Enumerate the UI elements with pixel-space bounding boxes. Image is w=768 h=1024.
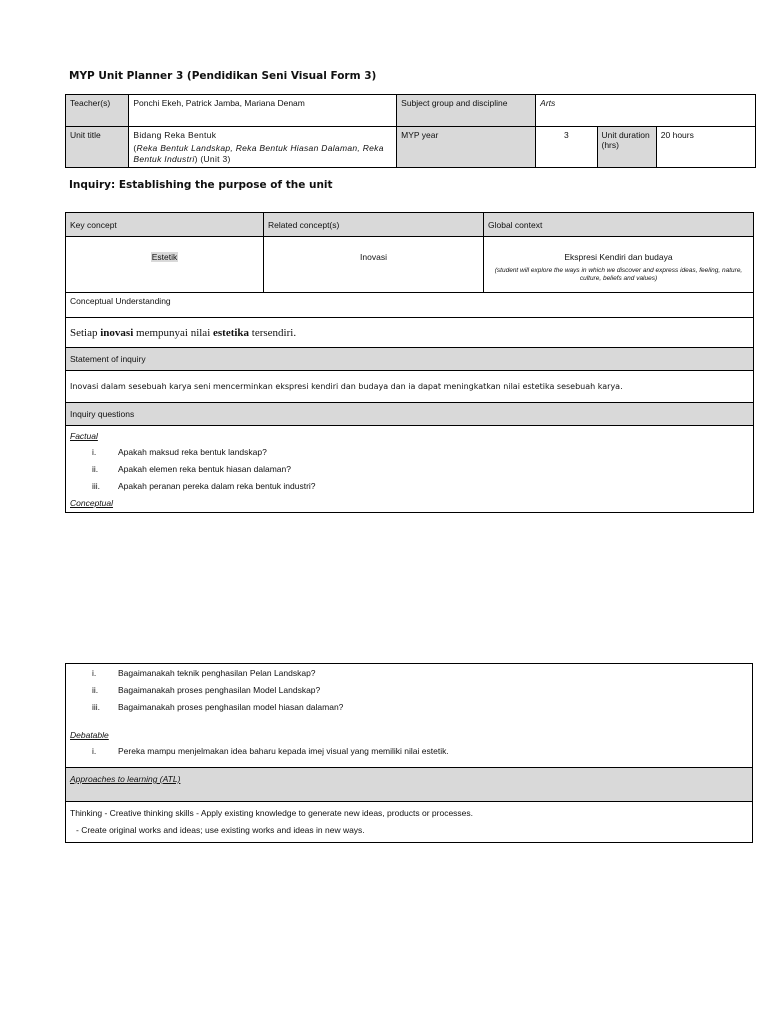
- teachers-label: Teacher(s): [66, 95, 129, 127]
- conceptual-questions-body: [66, 664, 753, 768]
- key-concept-cell: [66, 237, 264, 293]
- unit-title-label: Unit title: [66, 127, 129, 168]
- atl-label-cell: [66, 768, 753, 802]
- cu-text-part: Setiap: [70, 326, 101, 339]
- conceptual-list: [70, 665, 748, 716]
- list-text: Bagaimanakah teknik penghasilan Pelan Landskap?: [118, 668, 316, 678]
- key-concept-value: Estetik: [151, 252, 178, 262]
- unit-info-table: [65, 94, 756, 168]
- related-concept-label: Related concept(s): [264, 213, 484, 237]
- cu-text-bold: inovasi: [100, 326, 134, 339]
- inquiry-table-continued: [65, 663, 753, 843]
- unit-title-main: Bidang Reka Bentuk: [133, 130, 217, 140]
- myp-year-value: 3: [536, 127, 597, 168]
- inquiry-questions-label: Inquiry questions: [66, 403, 754, 426]
- list-number: iii.: [92, 481, 101, 491]
- unit-title-close: ) (Unit 3): [194, 153, 231, 164]
- duration-value: 20 hours: [656, 127, 755, 168]
- unit-title-sub: Reka Bentuk Landskap, Reka Bentuk Hiasan Dalaman, Reka Bentuk Industri: [133, 143, 384, 164]
- statement-of-inquiry-label: Statement of inquiry: [66, 348, 754, 371]
- factual-list: [70, 444, 749, 495]
- list-text: Bagaimanakah proses penghasilan model hiasan dalaman?: [118, 702, 344, 712]
- list-text: Bagaimanakah proses penghasilan Model Landskap?: [118, 685, 321, 695]
- document-title: MYP Unit Planner 3 (Pendidikan Seni Visual Form 3): [69, 70, 377, 82]
- atl-line-1: Thinking - Creative thinking skills - Apply existing knowledge to generate new ideas, products or processes.: [70, 808, 474, 818]
- conceptual-understanding-label: Conceptual Understanding: [66, 293, 754, 318]
- list-number: i.: [92, 746, 97, 756]
- global-context-note: (student will explore the ways in which we discover and express ideas, feeling, nature, culture, beliefs and values): [494, 267, 743, 283]
- list-text: Apakah elemen reka bentuk hiasan dalaman?: [118, 464, 291, 474]
- debatable-label: Debatable: [70, 730, 109, 740]
- unit-title-value: [129, 127, 397, 168]
- list-item: [70, 682, 748, 699]
- list-number: i.: [92, 668, 97, 678]
- cu-text-part: mempunyai nilai: [133, 326, 213, 339]
- global-context-label: Global context: [484, 213, 754, 237]
- global-context-cell: [484, 237, 754, 293]
- atl-body: [66, 802, 753, 843]
- list-item: [70, 478, 749, 495]
- global-context-value: Ekspresi Kendiri dan budaya: [564, 252, 673, 262]
- cu-text-part: tersendiri.: [249, 326, 297, 339]
- list-item: [70, 461, 749, 478]
- list-item: [70, 444, 749, 461]
- myp-year-label: MYP year: [397, 127, 536, 168]
- list-item: [70, 743, 748, 760]
- related-concept-value: Inovasi: [264, 237, 484, 293]
- statement-of-inquiry-text: Inovasi dalam sesebuah karya seni mencerminkan ekspresi kendiri dan budaya dan ia dapat meningkatkan nilai estetika sesebuah karya.: [66, 371, 754, 403]
- conceptual-understanding-text: [66, 318, 754, 348]
- duration-label: Unit duration (hrs): [597, 127, 656, 168]
- list-number: i.: [92, 447, 97, 457]
- inquiry-section-title: Inquiry: Establishing the purpose of the unit: [69, 179, 333, 191]
- subject-value: Arts: [536, 95, 756, 127]
- cu-text-bold: estetika: [213, 326, 250, 339]
- inquiry-table: [65, 212, 754, 513]
- list-text: Pereka mampu menjelmakan idea baharu kepada imej visual yang memiliki nilai estetik.: [118, 746, 449, 756]
- conceptual-label: Conceptual: [70, 498, 114, 508]
- atl-line-2: - Create original works and ideas; use existing works and ideas in new ways.: [76, 825, 365, 835]
- unit-title-subtitle: [133, 143, 392, 164]
- list-text: Apakah maksud reka bentuk landskap?: [118, 447, 267, 457]
- unit-title-open: (: [133, 143, 137, 153]
- atl-label: Approaches to learning (ATL): [70, 774, 181, 784]
- list-number: iii.: [92, 702, 101, 712]
- list-item: [70, 699, 748, 716]
- list-number: ii.: [92, 464, 99, 474]
- factual-label: Factual: [70, 431, 98, 441]
- key-concept-label: Key concept: [66, 213, 264, 237]
- teachers-value: Ponchi Ekeh, Patrick Jamba, Mariana Denam: [129, 95, 397, 127]
- debatable-list: [70, 743, 748, 760]
- inquiry-questions-body: [66, 426, 754, 513]
- list-text: Apakah peranan pereka dalam reka bentuk industri?: [118, 481, 316, 491]
- subject-label: Subject group and discipline: [397, 95, 536, 127]
- list-number: ii.: [92, 685, 99, 695]
- list-item: [70, 665, 748, 682]
